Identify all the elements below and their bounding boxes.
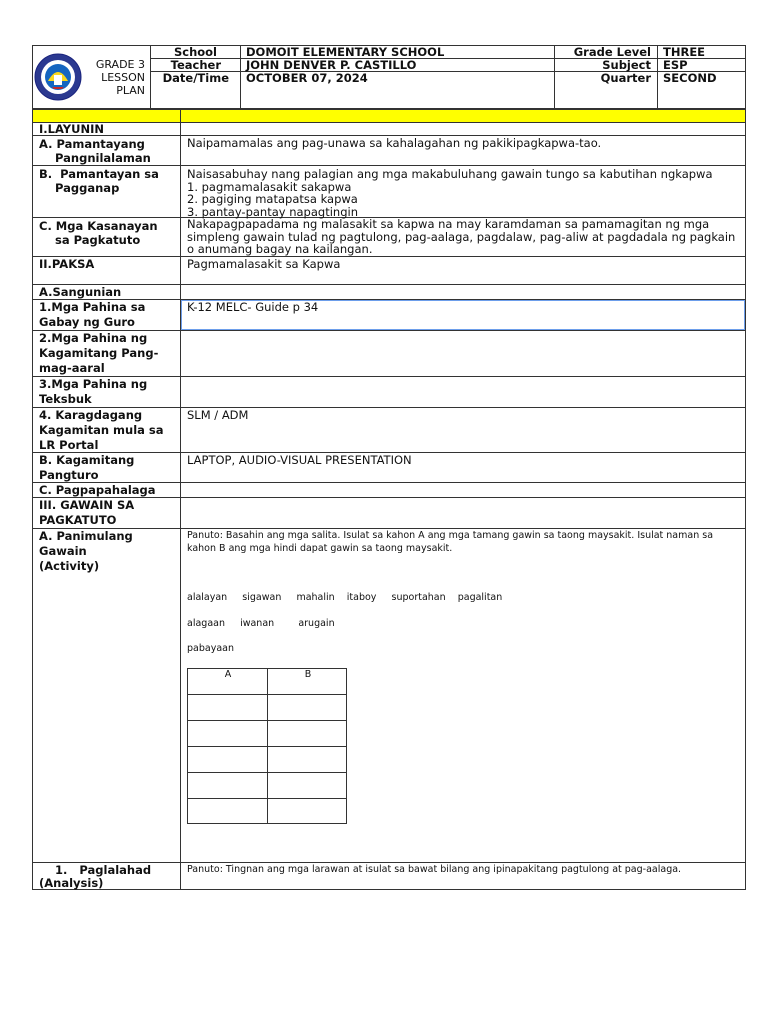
answer-grid [187, 668, 347, 824]
kasanayan-text: Nakapagpapadama ng malasakit sa kapwa na may karamdaman sa pamamagitan ng mga simpleng gawain tulad ng pagtulong, pag-aalaga, pagdalaw, pag-aliw at pagdadala ng pagkain o anumang bagay na kailangan. [187, 217, 736, 256]
deped-seal-icon [34, 53, 82, 101]
row-sangunian [32, 285, 746, 300]
row-kasanayan [32, 218, 746, 257]
panimulang-instructions: Panuto: Basahin ang mga salita. Isulat sa kahon A ang mga tamang gawin sa taong maysakit. Isulat naman sa kahon B ang mga hindi dapat gawin sa taong maysakit. [187, 530, 714, 554]
gawain-label: III. GAWAIN SA PAGKATUTO [33, 498, 181, 528]
header-table [32, 45, 746, 109]
subject-value: ESP [663, 58, 688, 72]
row-pagganap [32, 166, 746, 218]
pagganap-text: Naisasabuhay nang palagian ang mga makabuluhang gawain tungo sa kabutihan ngkapwa 1. pagmamalasakit sakapwa 2. pagiging matapatsa kapwa 3. pantay-pantay napagtingin [187, 167, 713, 219]
column-a-header: A [224, 669, 232, 680]
subject-label: Subject [602, 58, 651, 72]
school-label: School [173, 45, 217, 59]
teksbuk-label: 3.Mga Pahina ng Teksbuk [33, 377, 181, 407]
row-pangturo [32, 453, 746, 483]
lesson-plan-title: GRADE 3 LESSON PLAN [95, 58, 145, 97]
grade-level-value: THREE [663, 45, 706, 59]
pagpapahalaga-label: C. Pagpapahalaga [33, 483, 181, 497]
row-pagpapahalaga [32, 483, 746, 498]
karagdagang-label: 4. Karagdagang Kagamitan mula sa LR Portal [33, 408, 181, 452]
row-gabay [32, 300, 746, 331]
row-panimulang [32, 529, 746, 863]
paksa-text: Pagmamalasakit sa Kapwa [187, 257, 341, 271]
date-time-value: OCTOBER 07, 2024 [246, 71, 368, 85]
school-value: DOMOIT ELEMENTARY SCHOOL [246, 45, 445, 59]
pangturo-label: B. Kagamitang Pangturo [33, 453, 181, 482]
word-list-line-1: alalayan sigawan mahalin itaboy suportahan pagalitan [187, 592, 503, 603]
layunin-label: I.LAYUNIN [33, 123, 181, 135]
pamantayang-label: A. Pamantayang Pangnilalaman [33, 136, 181, 165]
row-paksa [32, 257, 746, 285]
pamantayang-text: Naipamamalas ang pag-unawa sa kahalagahan ng pakikipagkapwa-tao. [187, 136, 602, 150]
column-b-header: B [304, 669, 312, 680]
row-layunin [32, 123, 746, 136]
highlight-row [32, 109, 746, 123]
paglalahad-label: 1. Paglalahad (Analysis) [33, 863, 181, 889]
quarter-value: SECOND [663, 71, 717, 85]
paglalahad-text: Panuto: Tingnan ang mga larawan at isulat sa bawat bilang ang ipinapakitang pagtulong at pag-aalaga. [187, 864, 682, 875]
grade-level-label: Grade Level [573, 45, 651, 59]
kagamitang-label: 2.Mga Pahina ng Kagamitang Pang- mag-aaral [33, 331, 181, 376]
row-pamantayang [32, 136, 746, 166]
quarter-label: Quarter [600, 71, 651, 85]
row-teksbuk [32, 377, 746, 408]
row-kagamitang [32, 331, 746, 377]
word-list-line-2: alagaan iwanan arugain [187, 618, 335, 629]
teacher-label: Teacher [170, 58, 221, 72]
word-list-line-3: pabayaan [187, 643, 234, 654]
gabay-label: 1.Mga Pahina sa Gabay ng Guro [33, 300, 181, 330]
row-gawain [32, 498, 746, 529]
gabay-text[interactable]: K-12 MELC- Guide p 34 [181, 300, 745, 330]
teacher-value: JOHN DENVER P. CASTILLO [246, 58, 417, 72]
panimulang-label: A. Panimulang Gawain (Activity) [33, 529, 181, 862]
karagdagang-text: SLM / ADM [187, 408, 249, 422]
row-paglalahad [32, 863, 746, 890]
date-time-label: Date/Time [162, 71, 229, 85]
paksa-label: II.PAKSA [33, 257, 181, 284]
row-karagdagang [32, 408, 746, 453]
pangturo-text: LAPTOP, AUDIO-VISUAL PRESENTATION [187, 453, 412, 467]
sangunian-label: A.Sangunian [33, 285, 181, 299]
pagganap-label: B. Pamantayan sa Pagganap [33, 166, 181, 217]
kasanayan-label: C. Mga Kasanayan sa Pagkatuto [33, 218, 181, 256]
